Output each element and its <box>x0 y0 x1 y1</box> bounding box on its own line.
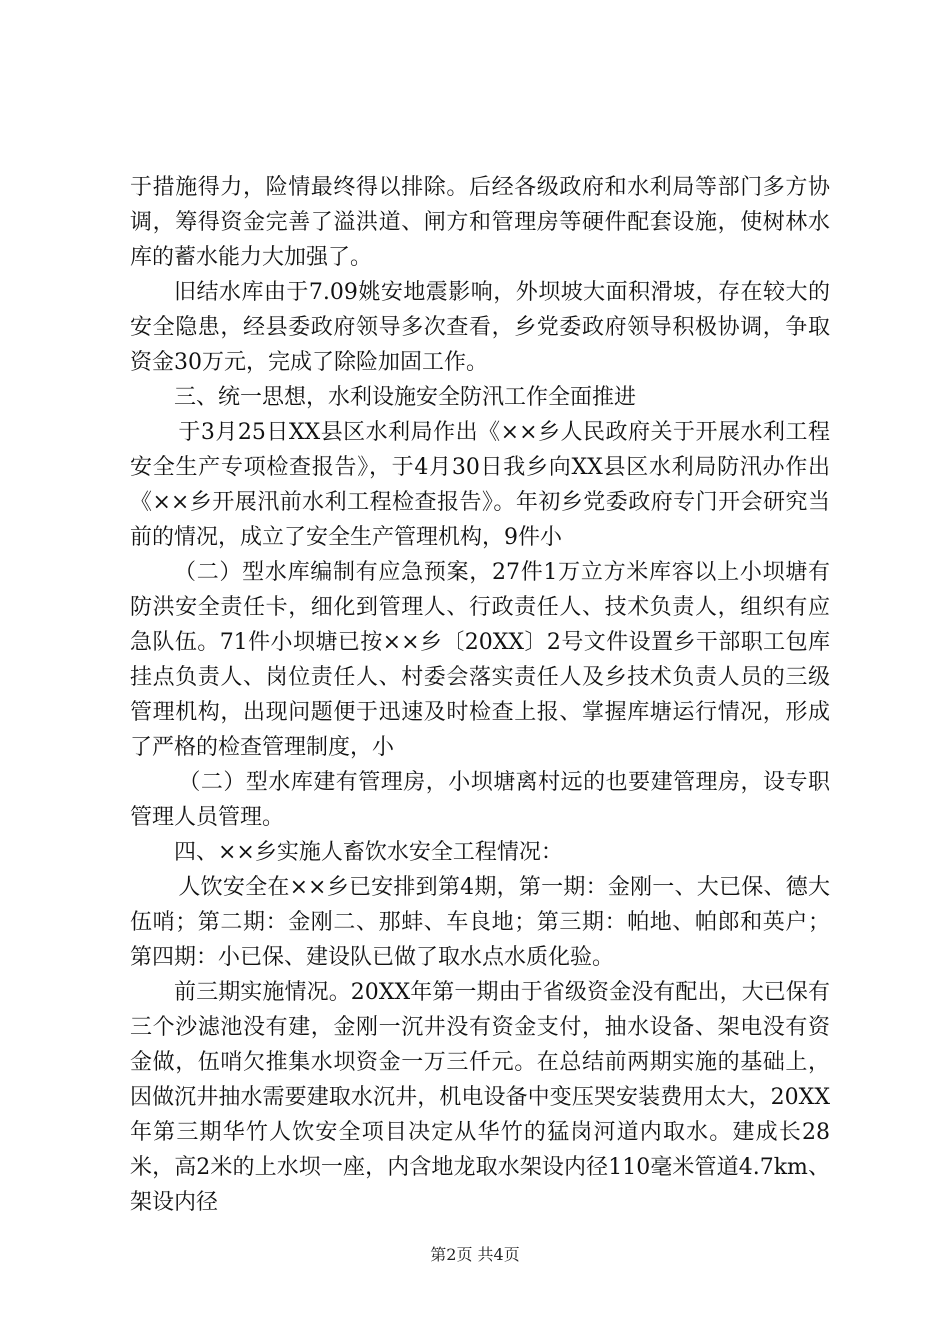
paragraph-emergency-plans: （二）型水库编制有应急预案，27件1万立方米库容以上小坝塘有防洪安全责任卡，细化到管理人、行政责任人、技术负责人，组织有应急队伍。71件小坝塘已按××乡〔20XX〕2号文件设置乡干部职工包库挂点负责人、岗位责任人、村委会落实责任人及乡技术负责人员的三级管理机构，出现问题便于迅速及时检查上报、掌握库塘运行情况，形成了严格的检查管理制度，小 <box>130 560 830 760</box>
body-text <box>130 170 830 1220</box>
paragraph-implementation: 前三期实施情况。20XX年第一期由于省级资金没有配出，大已保有三个沙滤池没有建，金刚一沉井没有资金支付，抽水设备、架电没有资金做，伍哨欠推集水坝资金一万三仟元。在总结前两期实施的基础上，因做沉井抽水需要建取水沉井，机电设备中变压哭安装费用太大，20XX年第三期华竹人饮安全项目决定从华竹的猛岗河道内取水。建成长28米，高2米的上水坝一座，内含地龙取水架设内径110毫米管道4.7km、架设内径 <box>130 980 830 1215</box>
paragraph-jiujie-reservoir: 旧结水库由于7.09姚安地震影响，外坝坡大面积滑坡，存在较大的安全隐患，经县委政府领导多次查看，乡党委政府领导积极协调，争取资金30万元，完成了除险加固工作。 <box>130 280 830 375</box>
section-heading-4: 四、××乡实施人畜饮水安全工程情况： <box>174 840 563 865</box>
paragraph-drinking-water-phases: 人饮安全在××乡已安排到第4期，第一期：金刚一、大已保、德大伍哨；第二期：金刚二、那蚌、车良地；第三期：帕地、帕郎和英户；第四期：小已保、建设队已做了取水点水质化验。 <box>130 875 830 970</box>
paragraph-management-houses: （二）型水库建有管理房，小坝塘离村远的也要建管理房，设专职管理人员管理。 <box>130 770 830 830</box>
page-number: 第2页 共4页 <box>430 1245 520 1264</box>
paragraph-continuation: 于措施得力，险情最终得以排除。后经各级政府和水利局等部门多方协调，筹得资金完善了溢洪道、闸方和管理房等硬件配套设施，使树林水库的蓄水能力大加强了。 <box>130 175 830 270</box>
section-heading-3: 三、统一思想，水利设施安全防汛工作全面推进 <box>174 385 637 410</box>
paragraph-inspection-reports: 于3月25日XX县区水利局作出《××乡人民政府关于开展水利工程安全生产专项检查报告》，于4月30日我乡向XX县区水利局防汛办作出《××乡开展汛前水利工程检查报告》。年初乡党委政府专门开会研究当前的情况，成立了安全生产管理机构，9件小 <box>130 420 830 550</box>
